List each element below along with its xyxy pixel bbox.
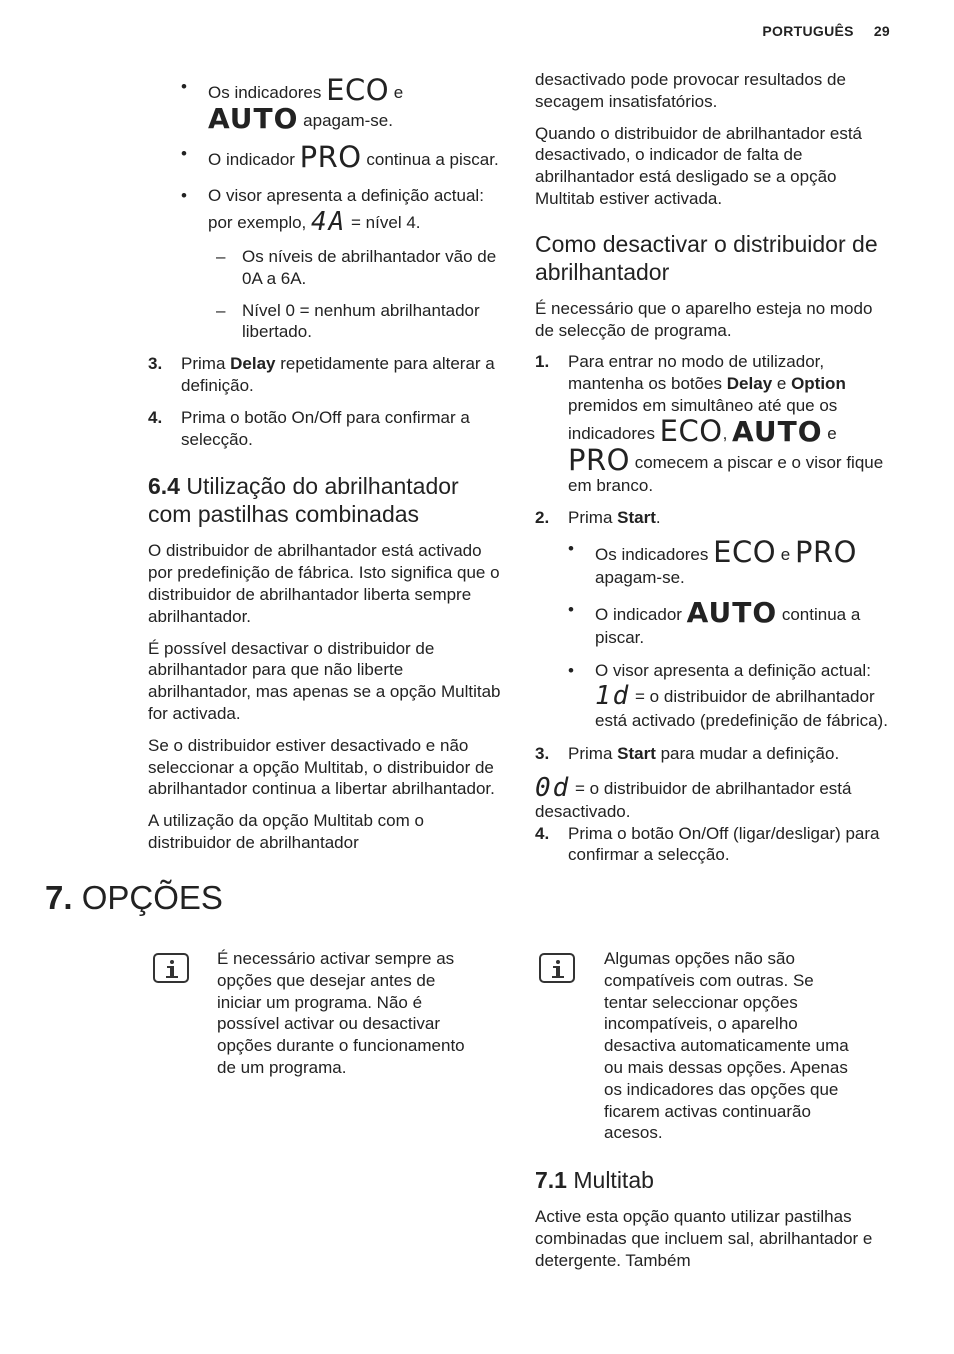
display-code-0d: 0d [535, 772, 571, 803]
chapter-7-heading: 7. OPÇÕES [45, 879, 223, 916]
pro-indicator-icon: PRO [299, 140, 362, 174]
info-icon [539, 953, 575, 983]
paragraph-can-deactivate: É possível desactivar o distribuidor de abrilhantador para que não liberte abrilhantador, mas apenas se a opção Multitab for activada. [148, 638, 501, 723]
eco-indicator-icon: ECO [326, 73, 390, 107]
paragraph-deactivated-no-multitab: Se o distribuidor estiver desactivado e não seleccionar a opção Multitab, o distribuidor de abrilhantador continua a libertar abrilhantador. [148, 735, 495, 799]
paragraph-code-0d: 0d = o distribuidor de abrilhantador está desactivado. [535, 772, 852, 821]
paragraph-default-activated: O distribuidor de abrilhantador está activado por predefinição de fábrica. Isto significa que o distribuidor de abrilhantador liberta sempre abrilhantador. [148, 541, 500, 626]
step-1-right: 1. Para entrar no modo de utilizador, mantenha os botões Delay e Option premidos em simultâneo até que os indicadores ECO, AUTO e PRO comecem a piscar e o visor fique em branco. [535, 352, 884, 495]
section-6-4-heading: 6.4 Utilização do abrilhantador com pastilhas combinadas [148, 473, 459, 528]
auto-indicator-icon: AUTO [732, 414, 823, 448]
header-language: PORTUGUÊS [762, 23, 854, 39]
pro-indicator-icon: PRO [794, 535, 857, 570]
auto-indicator-icon: AUTO [686, 596, 778, 630]
step-3-left: 3. Prima Delay repetidamente para alterar a definição. [148, 354, 495, 395]
bullet-display-setting: • O visor apresenta a definição actual: por exemplo, 4A = nível 4. [148, 182, 508, 236]
step-2-right: 2. Prima Start. [535, 507, 661, 527]
dash-levels-range: – Os níveis de abrilhantador vão de 0A a 6A. [148, 246, 508, 290]
page-header [762, 23, 890, 39]
pro-indicator-icon: PRO [568, 442, 630, 477]
eco-indicator-icon: ECO [713, 535, 777, 570]
step-4-left: 4. Prima o botão On/Off para confirmar a selecção. [148, 407, 470, 449]
paragraph-continuation: desactivado pode provocar resultados de secagem insatisfatórios. [535, 70, 846, 111]
bullet-auto-blinks: • O indicador AUTO continua a piscar. [535, 599, 895, 649]
display-code-4a: 4A [311, 207, 347, 237]
step-4-right: 4. Prima o botão On/Off (ligar/desligar) para confirmar a selecção. [535, 823, 880, 865]
left-column [148, 73, 508, 864]
display-code-1d: 1d [595, 680, 631, 711]
page-number: 29 [873, 23, 890, 39]
step-3-right: 3. Prima Start para mudar a definição. [535, 743, 840, 763]
auto-indicator-icon: AUTO [208, 102, 299, 135]
info-icon [153, 953, 189, 983]
section-deactivate-heading: Como desactivar o distribuidor de abrilhantador [535, 230, 878, 285]
eco-indicator-icon: ECO [659, 413, 723, 448]
paragraph-indicator-off: Quando o distribuidor de abrilhantador está desactivado, o indicador de falta de abrilhantador está desligado se a opção Multitab estiver activada. [535, 123, 862, 208]
right-column [535, 69, 895, 876]
bullet-eco-pro-off: • Os indicadores ECO e PRO apagam-se. [535, 538, 895, 589]
note-incompatible-options: Algumas opções não são compatíveis com outras. Se tentar seleccionar opções incompatíveis, o aparelho desactiva automaticamente uma ou mais dessas opções. Apenas os indicadores das opções que ficarem activas continuarão acesos. [604, 949, 849, 1143]
bullet-pro-blinks: • O indicador PRO continua a piscar. [148, 143, 508, 172]
bullet-indicators-off: • Os indicadores ECO e AUTO apagam-se. [148, 76, 508, 133]
note-activate-options: É necessário activar sempre as opções que desejar antes de iniciar um programa. Não é possível activar ou desactivar opções durante o funcionamento de um programa. [217, 949, 465, 1077]
paragraph-program-mode: É necessário que o aparelho esteja no modo de selecção de programa. [535, 298, 873, 340]
paragraph-multitab-intro: Active esta opção quanto utilizar pastilhas combinadas que incluem sal, abrilhantador e detergente. Também [535, 1207, 873, 1270]
paragraph-multitab-use: A utilização da opção Multitab com o distribuidor de abrilhantador [148, 811, 424, 852]
dash-level-zero: – Nível 0 = nenhum abrilhantador libertado. [148, 300, 508, 344]
section-7-1-heading: 7.1 Multitab [535, 1167, 654, 1193]
bullet-display-1d: • O visor apresenta a definição actual: 1d = o distribuidor de abrilhantador está activado (predefinição de fábrica). [535, 659, 895, 733]
